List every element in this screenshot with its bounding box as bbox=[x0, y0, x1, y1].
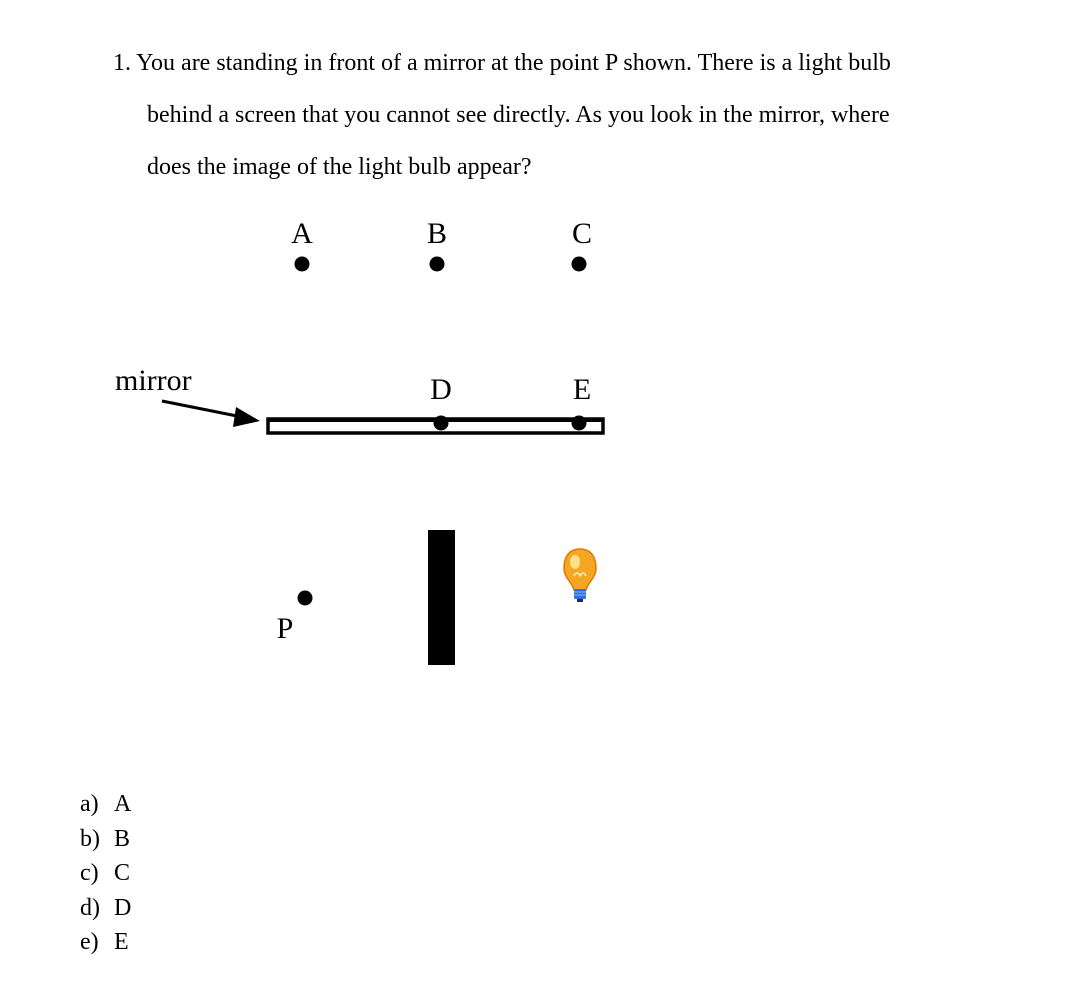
mirror-arrow-head bbox=[233, 407, 260, 427]
point-a bbox=[295, 257, 310, 272]
choice-letter: b) bbox=[80, 825, 100, 852]
question-number: 1. bbox=[113, 50, 131, 76]
screen bbox=[428, 530, 455, 665]
choice-e[interactable] bbox=[80, 925, 131, 960]
choice-text: A bbox=[114, 791, 132, 817]
choice-letter: a) bbox=[80, 791, 99, 817]
mirror-label: mirror bbox=[115, 364, 192, 397]
choice-text: B bbox=[114, 825, 131, 852]
answer-choices bbox=[80, 787, 131, 960]
mirror-arrow-line bbox=[162, 401, 242, 417]
label-p: P bbox=[276, 612, 294, 645]
point-d bbox=[434, 416, 449, 431]
question-line-3: does the image of the light bulb appear? bbox=[147, 154, 532, 180]
choice-letter: e) bbox=[80, 929, 99, 956]
label-e: E bbox=[572, 373, 592, 406]
choice-text: C bbox=[114, 860, 131, 887]
choice-d[interactable] bbox=[80, 891, 131, 926]
choice-b[interactable] bbox=[80, 822, 131, 857]
choice-letter: c) bbox=[80, 860, 99, 887]
label-c: C bbox=[571, 217, 593, 250]
label-b: B bbox=[426, 217, 448, 250]
choice-text: D bbox=[114, 894, 132, 921]
question-text-1: You are standing in front of a mirror at the point P shown. There is a light bulb bbox=[136, 50, 891, 76]
choice-text: E bbox=[114, 929, 129, 956]
label-a: A bbox=[291, 217, 313, 250]
question-line-2: behind a screen that you cannot see directly. As you look in the mirror, where bbox=[147, 102, 890, 128]
point-p bbox=[298, 591, 313, 606]
point-e bbox=[572, 416, 587, 431]
label-d: D bbox=[430, 373, 452, 406]
choice-letter: d) bbox=[80, 894, 100, 921]
point-c bbox=[572, 257, 587, 272]
light-bulb-icon bbox=[564, 549, 596, 602]
choice-a[interactable] bbox=[80, 787, 131, 822]
choice-c[interactable] bbox=[80, 856, 131, 891]
point-b bbox=[430, 257, 445, 272]
